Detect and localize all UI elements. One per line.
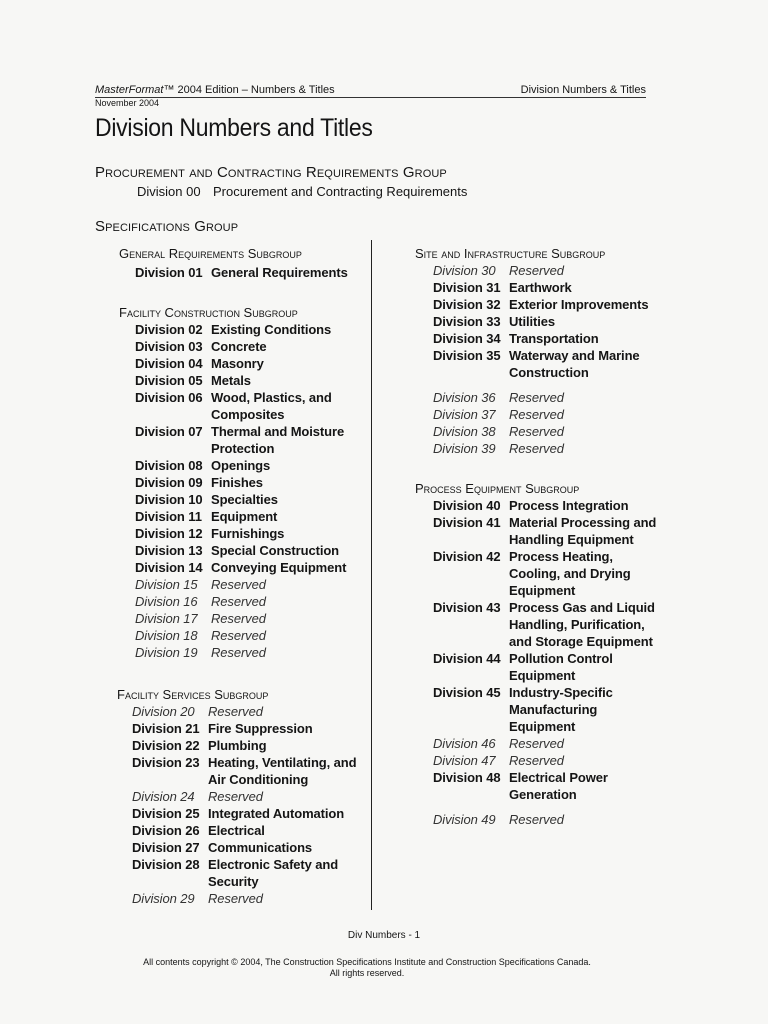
division-title: Specialties — [211, 492, 278, 507]
division-title: Integrated Automation — [208, 806, 345, 821]
division-number: Division 17 — [135, 611, 198, 626]
rights-text: All rights reserved. — [329, 968, 405, 978]
division-title: Handling Equipment — [509, 532, 634, 547]
division-title: Reserved — [208, 704, 263, 719]
division-title: Electrical Power — [509, 770, 608, 785]
division-number: Division 31 — [433, 280, 501, 295]
division-number: Division 34 — [433, 331, 501, 346]
division-row — [433, 389, 675, 406]
division-number — [135, 440, 211, 457]
division-title: Special Construction — [211, 543, 340, 558]
division-title: Conveying Equipment — [211, 560, 347, 575]
division-number — [135, 406, 211, 423]
page-number: Div Numbers - 1 — [347, 930, 421, 941]
division-row — [135, 508, 363, 525]
division-title: Heating, Ventilating, and — [208, 755, 357, 770]
division-number: Division 04 — [135, 356, 203, 371]
division-number: Division 24 — [132, 789, 195, 804]
column-divider — [371, 240, 372, 910]
division-number — [433, 667, 509, 684]
division-number: Division 11 — [135, 509, 202, 524]
division-title: Process Integration — [509, 498, 629, 513]
division-number: Division 40 — [433, 498, 501, 513]
division-row — [433, 531, 675, 548]
division-number: Division 36 — [433, 390, 496, 405]
division-number: Division 27 — [132, 840, 200, 855]
division-number: Division 29 — [132, 891, 195, 906]
division-row — [135, 576, 363, 593]
division-number: Division 22 — [132, 738, 200, 753]
division-row — [135, 610, 363, 627]
division-title: Reserved — [211, 611, 266, 626]
division-title: Thermal and Moisture — [211, 424, 345, 439]
division-row — [433, 330, 675, 347]
division-number: Division 14 — [135, 560, 203, 575]
copyright-text: All contents copyright © 2004, The Construction Specifications Institute and Construction Specifications Canada. — [143, 957, 591, 967]
division-row — [132, 856, 363, 873]
division-title: Industry-Specific — [509, 685, 613, 700]
division-number — [433, 582, 509, 599]
division-title: Air Conditioning — [208, 772, 309, 787]
division-number: Division 35 — [433, 348, 501, 363]
division-row — [433, 701, 675, 718]
division-title: Reserved — [208, 789, 263, 804]
division-number: Division 43 — [433, 600, 501, 615]
division-title: and Storage Equipment — [509, 634, 653, 649]
division-number — [433, 701, 509, 718]
division-row — [433, 423, 675, 440]
division-number: Division 46 — [433, 736, 496, 751]
division-number: Division 28 — [132, 857, 200, 872]
division-title: Generation — [509, 787, 577, 802]
division-number — [433, 565, 509, 582]
facility-construction-subgroup-title: Facility Construction Subgroup — [119, 305, 298, 320]
division-title: Electrical — [208, 823, 265, 838]
division-number: Division 26 — [132, 823, 200, 838]
division-row — [433, 786, 675, 803]
division-row — [132, 720, 363, 737]
specifications-group-title: Specifications Group — [95, 218, 239, 235]
division-title: Utilities — [509, 314, 556, 329]
header-edition-text: 2004 Edition – Numbers & Titles — [174, 84, 335, 96]
division-row — [433, 735, 675, 752]
division-number: Division 15 — [135, 577, 198, 592]
division-number: Division 12 — [135, 526, 203, 541]
division-number: Division 09 — [135, 475, 203, 490]
division-row — [433, 616, 675, 633]
division-row — [433, 296, 675, 313]
division-title: Electronic Safety and — [208, 857, 339, 872]
right-column — [415, 246, 675, 828]
division-row — [433, 347, 675, 364]
division-number: Division 16 — [135, 594, 198, 609]
process-equipment-subgroup-title: Process Equipment Subgroup — [415, 481, 580, 496]
division-title: Composites — [211, 407, 285, 422]
division-row — [135, 457, 363, 474]
division-row — [135, 321, 363, 338]
division-title: Reserved — [211, 577, 266, 592]
header-rule — [95, 97, 646, 98]
division-number: Division 23 — [132, 755, 200, 770]
division-title: Earthwork — [509, 280, 572, 295]
division-number: Division 32 — [433, 297, 501, 312]
division-title: Reserved — [211, 645, 266, 660]
division-title: Metals — [211, 373, 251, 388]
division-row — [433, 667, 675, 684]
division-title: Reserved — [509, 812, 564, 827]
division-title: Equipment — [211, 509, 278, 524]
site-infrastructure-subgroup-title: Site and Infrastructure Subgroup — [415, 246, 606, 261]
division-title: Waterway and Marine — [509, 348, 640, 363]
division-number: Division 48 — [433, 770, 501, 785]
division-row — [433, 313, 675, 330]
division-row — [433, 718, 675, 735]
division-number: Division 45 — [433, 685, 501, 700]
division-number: Division 20 — [132, 704, 195, 719]
division-row — [135, 264, 363, 281]
division-row — [433, 262, 675, 279]
facility-services-subgroup-title: Facility Services Subgroup — [117, 687, 269, 702]
division-title: Communications — [208, 840, 313, 855]
division-row — [433, 769, 675, 786]
division-row — [132, 788, 363, 805]
division-row — [433, 548, 675, 565]
division-title: Reserved — [509, 390, 564, 405]
division-title: Process Heating, — [509, 549, 613, 564]
division-title: Reserved — [509, 263, 564, 278]
division-title: Reserved — [509, 407, 564, 422]
division-title: Equipment — [509, 719, 576, 734]
division-title: Reserved — [509, 753, 564, 768]
division-row — [433, 633, 675, 650]
division-row — [132, 873, 363, 890]
facility-construction-list — [95, 321, 363, 661]
division-title: Reserved — [509, 441, 564, 456]
division-number — [433, 718, 509, 735]
division-row — [135, 559, 363, 576]
left-column — [95, 246, 363, 907]
division-title: Plumbing — [208, 738, 267, 753]
division-number: Division 47 — [433, 753, 496, 768]
division-number: Division 41 — [433, 515, 501, 530]
division-title: Finishes — [211, 475, 263, 490]
division-title: Cooling, and Drying — [509, 566, 631, 581]
division-title: General Requirements — [211, 265, 348, 280]
division-number: Division 33 — [433, 314, 501, 329]
division-row — [433, 582, 675, 599]
division-number: Division 13 — [135, 543, 203, 558]
header-section-title: Division Numbers & Titles — [520, 84, 646, 96]
division-number — [132, 873, 208, 890]
division-number: Division 30 — [433, 263, 496, 278]
division-number — [433, 616, 509, 633]
division-row — [135, 372, 363, 389]
division-row — [135, 644, 363, 661]
division-title: Protection — [211, 441, 275, 456]
division-number: Division 02 — [135, 322, 203, 337]
division-number: Division 06 — [135, 390, 203, 405]
header-brand: MasterFormat — [95, 84, 164, 96]
division-row — [433, 565, 675, 582]
division-row — [135, 542, 363, 559]
division-number: Division 42 — [433, 549, 501, 564]
facility-services-list — [95, 703, 363, 907]
division-row — [433, 514, 675, 531]
division-title: Handling, Purification, — [509, 617, 645, 632]
division-row — [135, 338, 363, 355]
division-row — [135, 627, 363, 644]
division-number — [132, 771, 208, 788]
division-title: Manufacturing — [509, 702, 598, 717]
division-number: Division 03 — [135, 339, 203, 354]
division-row — [132, 771, 363, 788]
procurement-group-title: Procurement and Contracting Requirements Group — [95, 164, 447, 181]
division-number: Division 05 — [135, 373, 203, 388]
division-title: Procurement and Contracting Requirements — [213, 184, 468, 199]
division-number: Division 18 — [135, 628, 198, 643]
division-number: Division 08 — [135, 458, 203, 473]
general-requirements-subgroup-title: General Requirements Subgroup — [119, 246, 302, 261]
copyright-notice — [0, 957, 734, 979]
division-number — [433, 633, 509, 650]
division-title: Exterior Improvements — [509, 297, 649, 312]
division-number: Division 01 — [135, 265, 203, 280]
division-title: Existing Conditions — [211, 322, 332, 337]
division-title: Pollution Control — [509, 651, 613, 666]
process-equipment-list — [415, 497, 675, 828]
division-title: Reserved — [509, 424, 564, 439]
division-row — [132, 754, 363, 771]
header-tm: ™ — [163, 84, 175, 96]
division-title: Masonry — [211, 356, 264, 371]
division-number: Division 07 — [135, 424, 203, 439]
division-row — [135, 491, 363, 508]
division-row — [433, 364, 675, 381]
division-row — [135, 423, 363, 440]
header-edition — [95, 84, 335, 96]
division-number: Division 38 — [433, 424, 496, 439]
division-title: Process Gas and Liquid — [509, 600, 655, 615]
division-row — [132, 737, 363, 754]
division-number: Division 00 — [137, 184, 201, 199]
division-row — [135, 440, 363, 457]
division-row — [135, 474, 363, 491]
division-row — [132, 890, 363, 907]
division-title: Furnishings — [211, 526, 285, 541]
division-row — [135, 389, 363, 406]
division-row — [135, 593, 363, 610]
division-number: Division 25 — [132, 806, 200, 821]
division-number — [433, 364, 509, 381]
division-row — [135, 406, 363, 423]
division-row — [135, 525, 363, 542]
division-title: Concrete — [211, 339, 267, 354]
procurement-division-row — [137, 184, 467, 199]
division-row — [132, 805, 363, 822]
general-requirements-list — [95, 264, 363, 281]
division-title: Reserved — [208, 891, 263, 906]
division-row — [433, 497, 675, 514]
division-title: Openings — [211, 458, 271, 473]
division-number: Division 39 — [433, 441, 496, 456]
division-row — [132, 703, 363, 720]
division-title: Reserved — [211, 628, 266, 643]
division-row — [433, 684, 675, 701]
division-number: Division 19 — [135, 645, 198, 660]
division-row — [433, 650, 675, 667]
division-title: Fire Suppression — [208, 721, 313, 736]
division-number: Division 49 — [433, 812, 496, 827]
site-infrastructure-list — [415, 262, 675, 457]
division-title: Reserved — [509, 736, 564, 751]
division-title: Equipment — [509, 583, 576, 598]
division-row — [433, 279, 675, 296]
division-title: Wood, Plastics, and — [211, 390, 332, 405]
division-number: Division 21 — [132, 721, 200, 736]
division-row — [135, 355, 363, 372]
division-title: Equipment — [509, 668, 576, 683]
division-row — [132, 839, 363, 856]
division-number: Division 10 — [135, 492, 203, 507]
division-row — [433, 811, 675, 828]
division-row — [433, 406, 675, 423]
page-title: Division Numbers and Titles — [95, 114, 373, 142]
division-title: Reserved — [211, 594, 266, 609]
division-row — [433, 440, 675, 457]
division-row — [433, 752, 675, 769]
division-title: Security — [208, 874, 259, 889]
division-row — [132, 822, 363, 839]
division-number — [433, 786, 509, 803]
division-title: Material Processing and — [509, 515, 657, 530]
header-date: November 2004 — [95, 98, 160, 108]
division-row — [433, 599, 675, 616]
division-title: Construction — [509, 365, 589, 380]
division-number: Division 44 — [433, 651, 501, 666]
division-number — [433, 531, 509, 548]
division-title: Transportation — [509, 331, 599, 346]
division-number: Division 37 — [433, 407, 496, 422]
